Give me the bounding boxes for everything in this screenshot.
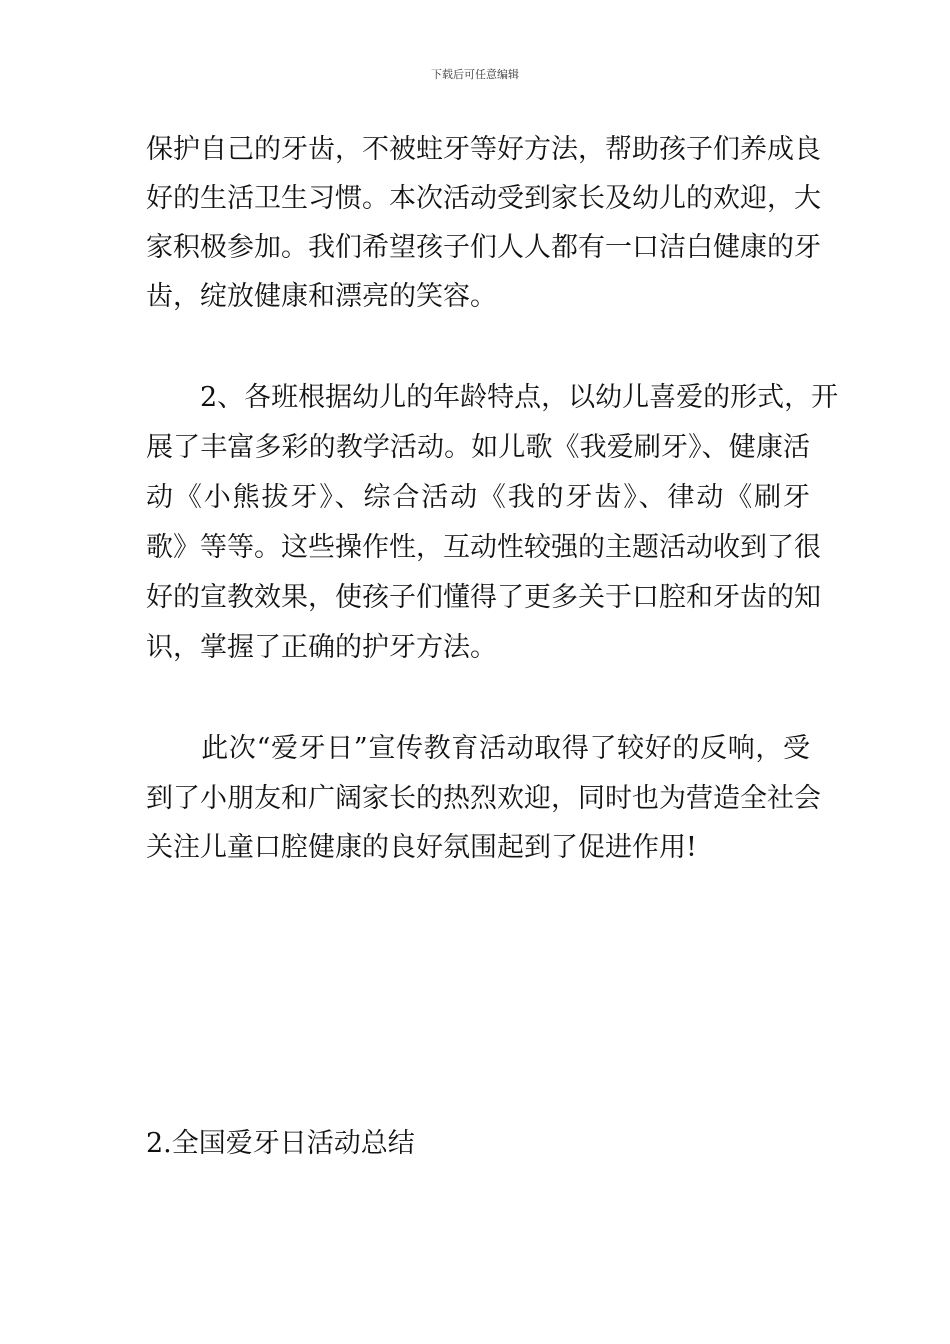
paragraph-2-line-5: 好的宣教效果，使孩子们懂得了更多关于口腔和牙齿的知	[146, 582, 821, 613]
paragraph-2-line-6: 识，掌握了正确的护牙方法。	[146, 632, 497, 663]
paragraph-2-line-1: 2、各班根据幼儿的年龄特点，以幼儿喜爱的形式，开	[146, 382, 839, 413]
paragraph-3-line-2: 到了小朋友和广阔家长的热烈欢迎，同时也为营造全社会	[146, 783, 821, 814]
section-heading: 2.全国爱牙日活动总结	[146, 1128, 415, 1159]
paragraph-3-line-1: 此次“爱牙日”宣传教育活动取得了较好的反响，受	[146, 733, 810, 764]
paragraph-1-line-1: 保护自己的牙齿，不被蛀牙等好方法，帮助孩子们养成良	[146, 134, 821, 165]
paragraph-2-line-4: 歌》等等。这些操作性，互动性较强的主题活动收到了很	[146, 532, 821, 563]
paragraph-1-line-2: 好的生活卫生习惯。本次活动受到家长及幼儿的欢迎，大	[146, 183, 821, 214]
page-header-note: 下载后可任意编辑	[431, 68, 519, 81]
paragraph-1-line-4: 齿，绽放健康和漂亮的笑容。	[146, 281, 497, 312]
paragraph-2-line-2: 展了丰富多彩的教学活动。如儿歌《我爱刷牙》、健康活	[146, 432, 810, 463]
paragraph-3-line-3: 关注儿童口腔健康的良好氛围起到了促进作用!	[146, 832, 697, 863]
paragraph-1-line-3: 家积极参加。我们希望孩子们人人都有一口洁白健康的牙	[146, 232, 821, 263]
paragraph-2-line-3: 动《小熊拔牙》、综合活动《我的牙齿》、律动《刷牙	[146, 482, 810, 513]
